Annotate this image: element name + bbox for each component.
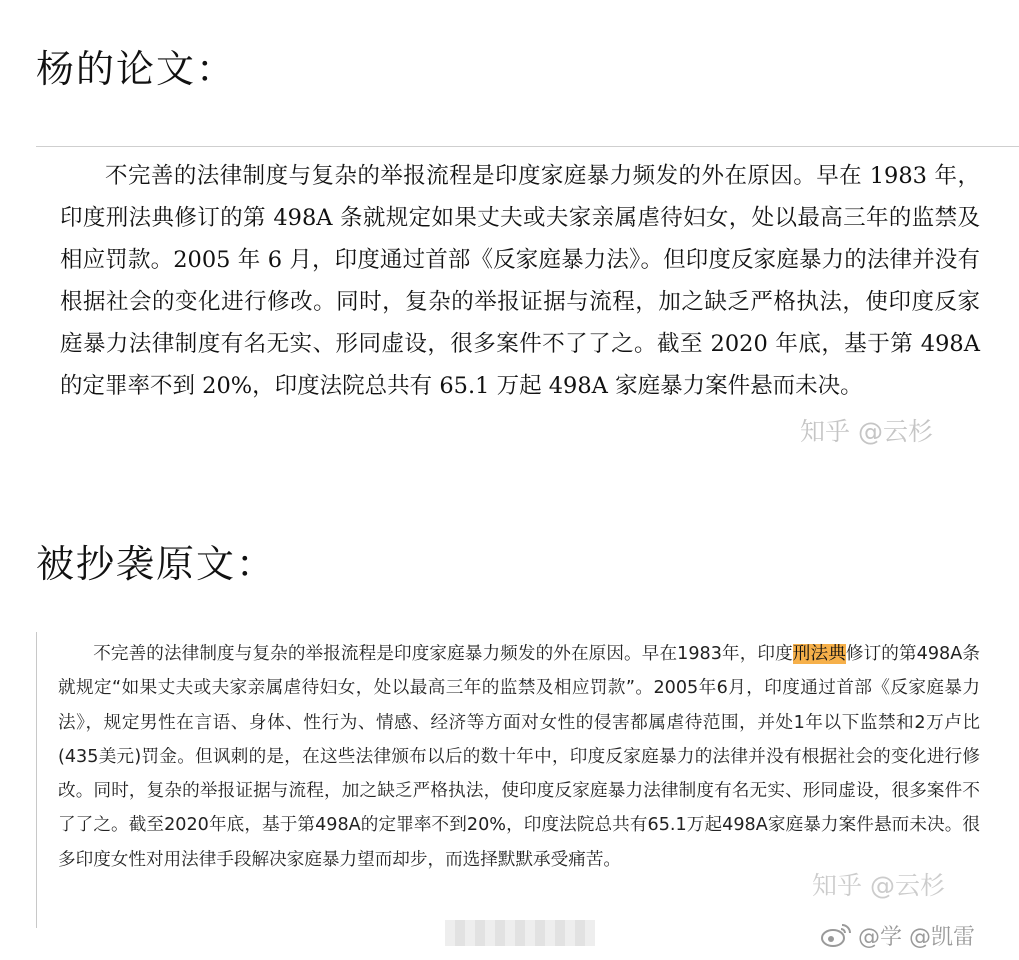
page-divider (36, 146, 1019, 147)
highlighted-term: 刑法典 (792, 644, 846, 664)
source-text-before-highlight: 不完善的法律制度与复杂的举报流程是印度家庭暴力频发的外在原因。早在1983年，印度 (93, 644, 793, 664)
author-paragraph: 不完善的法律制度与复杂的举报流程是印度家庭暴力频发的外在原因。早在 1983 年，印度刑法典修订的第 498A 条就规定如果丈夫或夫家亲属虐待妇女，处以最高三年的监禁及相应罚款。2005 年 6 月，印度通过首部《反家庭暴力法》。但印度反家庭暴力的法律并没有根据社会的变化进行修改。同时，复杂的举报证据与流程，加之缺乏严格执法，使印度反家庭暴力法律制度有名无实、形同虚设，很多案件不了了之。截至 2020 年底，基于第 498A 的定罪率不到 20%，印度法院总共有 65.1 万起 498A 家庭暴力案件悬而未决。 (60, 163, 980, 399)
source-text-excerpt (58, 637, 980, 877)
weibo-watermark (820, 916, 975, 954)
author-paper-excerpt (60, 155, 980, 407)
source-text-after-highlight: 修订的第498A条就规定“如果丈夫或夫家亲属虐待妇女，处以最高三年的监禁及相应罚款”。2005年6月，印度通过首部《反家庭暴力法》，规定男性在言语、身体、性行为、情感、经济等方面对女性的侵害都属虐待范围，并处1年以下监禁和2万卢比(435美元)罚金。但讽刺的是，在这些法律颁布以后的数十年中，印度反家庭暴力的法律并没有根据社会的变化进行修改。同时，复杂的举报证据与流程，加之缺乏严格执法，使印度反家庭暴力法律制度有名无实、形同虚设，很多案件不了了之。截至2020年底，基于第498A的定罪率不到20%，印度法院总共有65.1万起498A家庭暴力案件悬而未决。很多印度女性对用法律手段解决家庭暴力望而却步，而选择默默承受痛苦。 (58, 644, 980, 870)
author-paper-heading: 杨的论文： (36, 47, 237, 91)
weibo-logo-icon (820, 922, 852, 948)
redacted-strip (445, 920, 595, 946)
source-paragraph (58, 637, 980, 877)
zhihu-watermark: 知乎 @云杉 (800, 417, 933, 446)
weibo-handle: @学 @凯雷 (858, 924, 975, 950)
zhihu-watermark-2: 知乎 @云杉 (812, 871, 945, 900)
source-text-heading: 被抄袭原文： (36, 542, 277, 586)
